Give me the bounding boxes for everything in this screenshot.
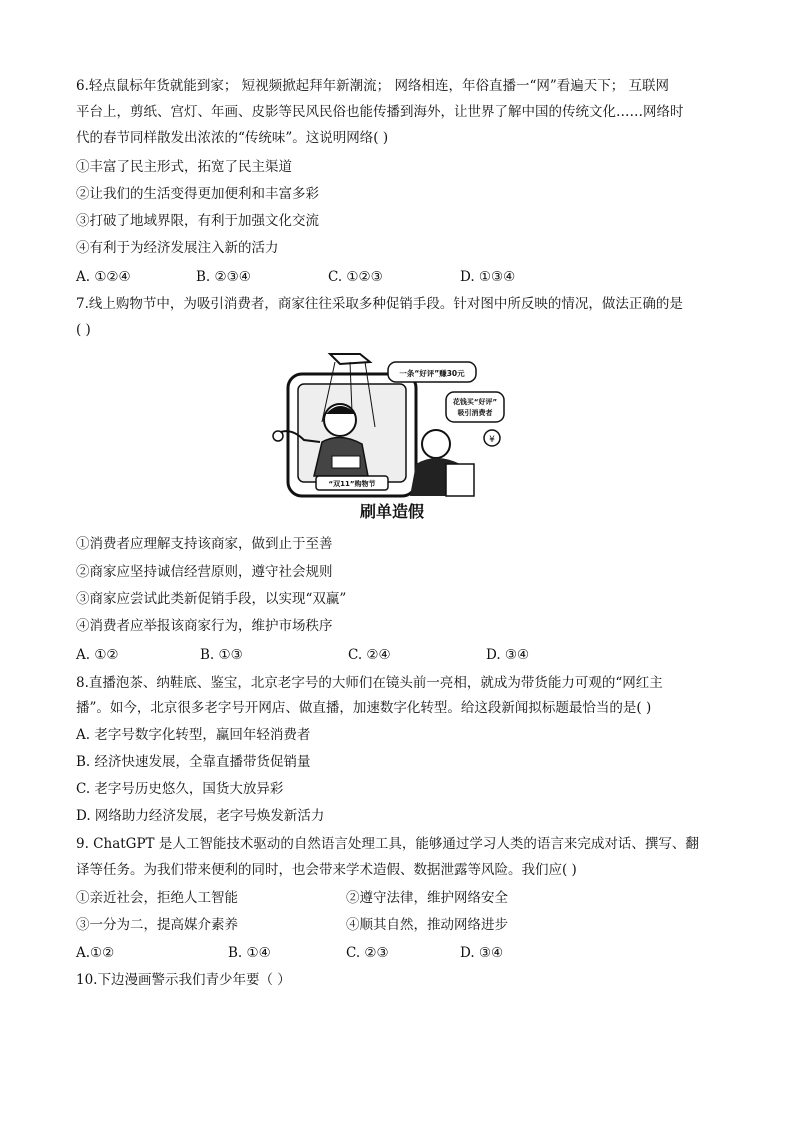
q9-choice-c: C. ②③ — [346, 945, 389, 961]
cartoon-illustration — [270, 352, 506, 500]
cartoon-caption: 刷单造假 — [360, 502, 425, 521]
coin-icon: ¥ — [489, 435, 495, 445]
q6-stem-line1: 6.轻点鼠标年货就能到家； 短视频掀起拜年新潮流； 网络相连，年俗直播一“网”看遍天下； 互联网 — [76, 78, 670, 94]
q6-stem-line2: 平台上，剪纸、宫灯、年画、皮影等民风民俗也能传播到海外，让世界了解中国的传统文化……网络时 — [76, 104, 684, 120]
q9-item-3: ③一分为二，提高媒介素养 — [76, 917, 238, 933]
q7-item-1: ①消费者应理解支持该商家，做到止于至善 — [76, 536, 333, 552]
q7-stem-line1: 7.线上购物节中，为吸引消费者，商家往往采取多种促销手段。针对图中所反映的情况，做法正确的是 — [76, 296, 683, 312]
q7-item-3: ③商家应尝试此类新促销手段，以实现“双赢” — [76, 591, 347, 607]
q6-choice-a: A. ①②④ — [76, 269, 131, 285]
q6-choice-b: B. ②③④ — [196, 269, 251, 285]
q9-item-2: ②遵守法律，维护网络安全 — [346, 890, 508, 906]
q7-choice-b: B. ①③ — [200, 647, 243, 663]
q8-stem-line1: 8.直播泡茶、纳鞋底、鉴宝，北京老字号的大师们在镜头前一亮相，就成为带货能力可观的“网红主 — [76, 675, 663, 691]
q9-choice-d: D. ③④ — [460, 945, 504, 961]
q7-stem-line2: ( ) — [76, 322, 91, 338]
q6-choice-c: C. ①②③ — [328, 269, 383, 285]
q7-choice-a: A. ①② — [76, 647, 119, 663]
q9-item-4: ④顺其自然，推动网络进步 — [346, 917, 508, 933]
q9-stem-line2: 译等任务。为我们带来便利的同时，也会带来学术造假、数据泄露等风险。我们应( ) — [76, 862, 577, 878]
q6-item-3: ③打破了地域界限，有利于加强文化交流 — [76, 213, 319, 229]
cartoon-bubble-2-line2: 吸引消费者 — [457, 409, 493, 417]
q6-item-4: ④有利于为经济发展注入新的活力 — [76, 240, 279, 256]
q9-choice-a: A.①② — [76, 945, 115, 961]
q8-choice-b: B. 经济快速发展，全靠直播带货促销量 — [76, 754, 311, 770]
q7-choice-d: D. ③④ — [486, 647, 530, 663]
q9-choice-b: B. ①④ — [228, 945, 271, 961]
q10-stem-line1: 10.下边漫画警示我们青少年要（ ） — [76, 972, 291, 988]
q8-choice-d: D. 网络助力经济发展，老字号焕发新活力 — [76, 808, 325, 824]
q6-item-1: ①丰富了民主形式，拓宽了民主渠道 — [76, 159, 292, 175]
q6-choice-d: D. ①③④ — [460, 269, 516, 285]
q7-item-4: ④消费者应举报该商家行为，维护市场秩序 — [76, 618, 333, 634]
q9-item-1: ①亲近社会，拒绝人工智能 — [76, 890, 238, 906]
q7-choice-c: C. ②④ — [348, 647, 391, 663]
q8-choice-c: C. 老字号历史悠久，国货大放异彩 — [76, 781, 284, 797]
q8-choice-a: A. 老字号数字化转型，赢回年轻消费者 — [76, 727, 311, 743]
cartoon-banner-text: “双11”购物节 — [328, 480, 376, 488]
q8-stem-line2: 播”。如今，北京很多老字号开网店、做直播，加速数字化转型。给这段新闻拟标题最恰当的是( ) — [76, 700, 652, 716]
cartoon-bubble-2-line1: 花钱买“好评” — [452, 398, 498, 406]
cartoon-bubble-1: 一条“好评”赚30元 — [399, 369, 465, 378]
q7-item-2: ②商家应坚持诚信经营原则，遵守社会规则 — [76, 564, 333, 580]
q9-stem-line1: 9. ChatGPT 是人工智能技术驱动的自然语言处理工具，能够通过学习人类的语言来完成对话、撰写、翻 — [76, 836, 699, 852]
q6-item-2: ②让我们的生活变得更加便利和丰富多彩 — [76, 186, 319, 202]
q6-stem-line3: 代的春节同样散发出浓浓的“传统味”。这说明网络( ) — [76, 130, 389, 146]
